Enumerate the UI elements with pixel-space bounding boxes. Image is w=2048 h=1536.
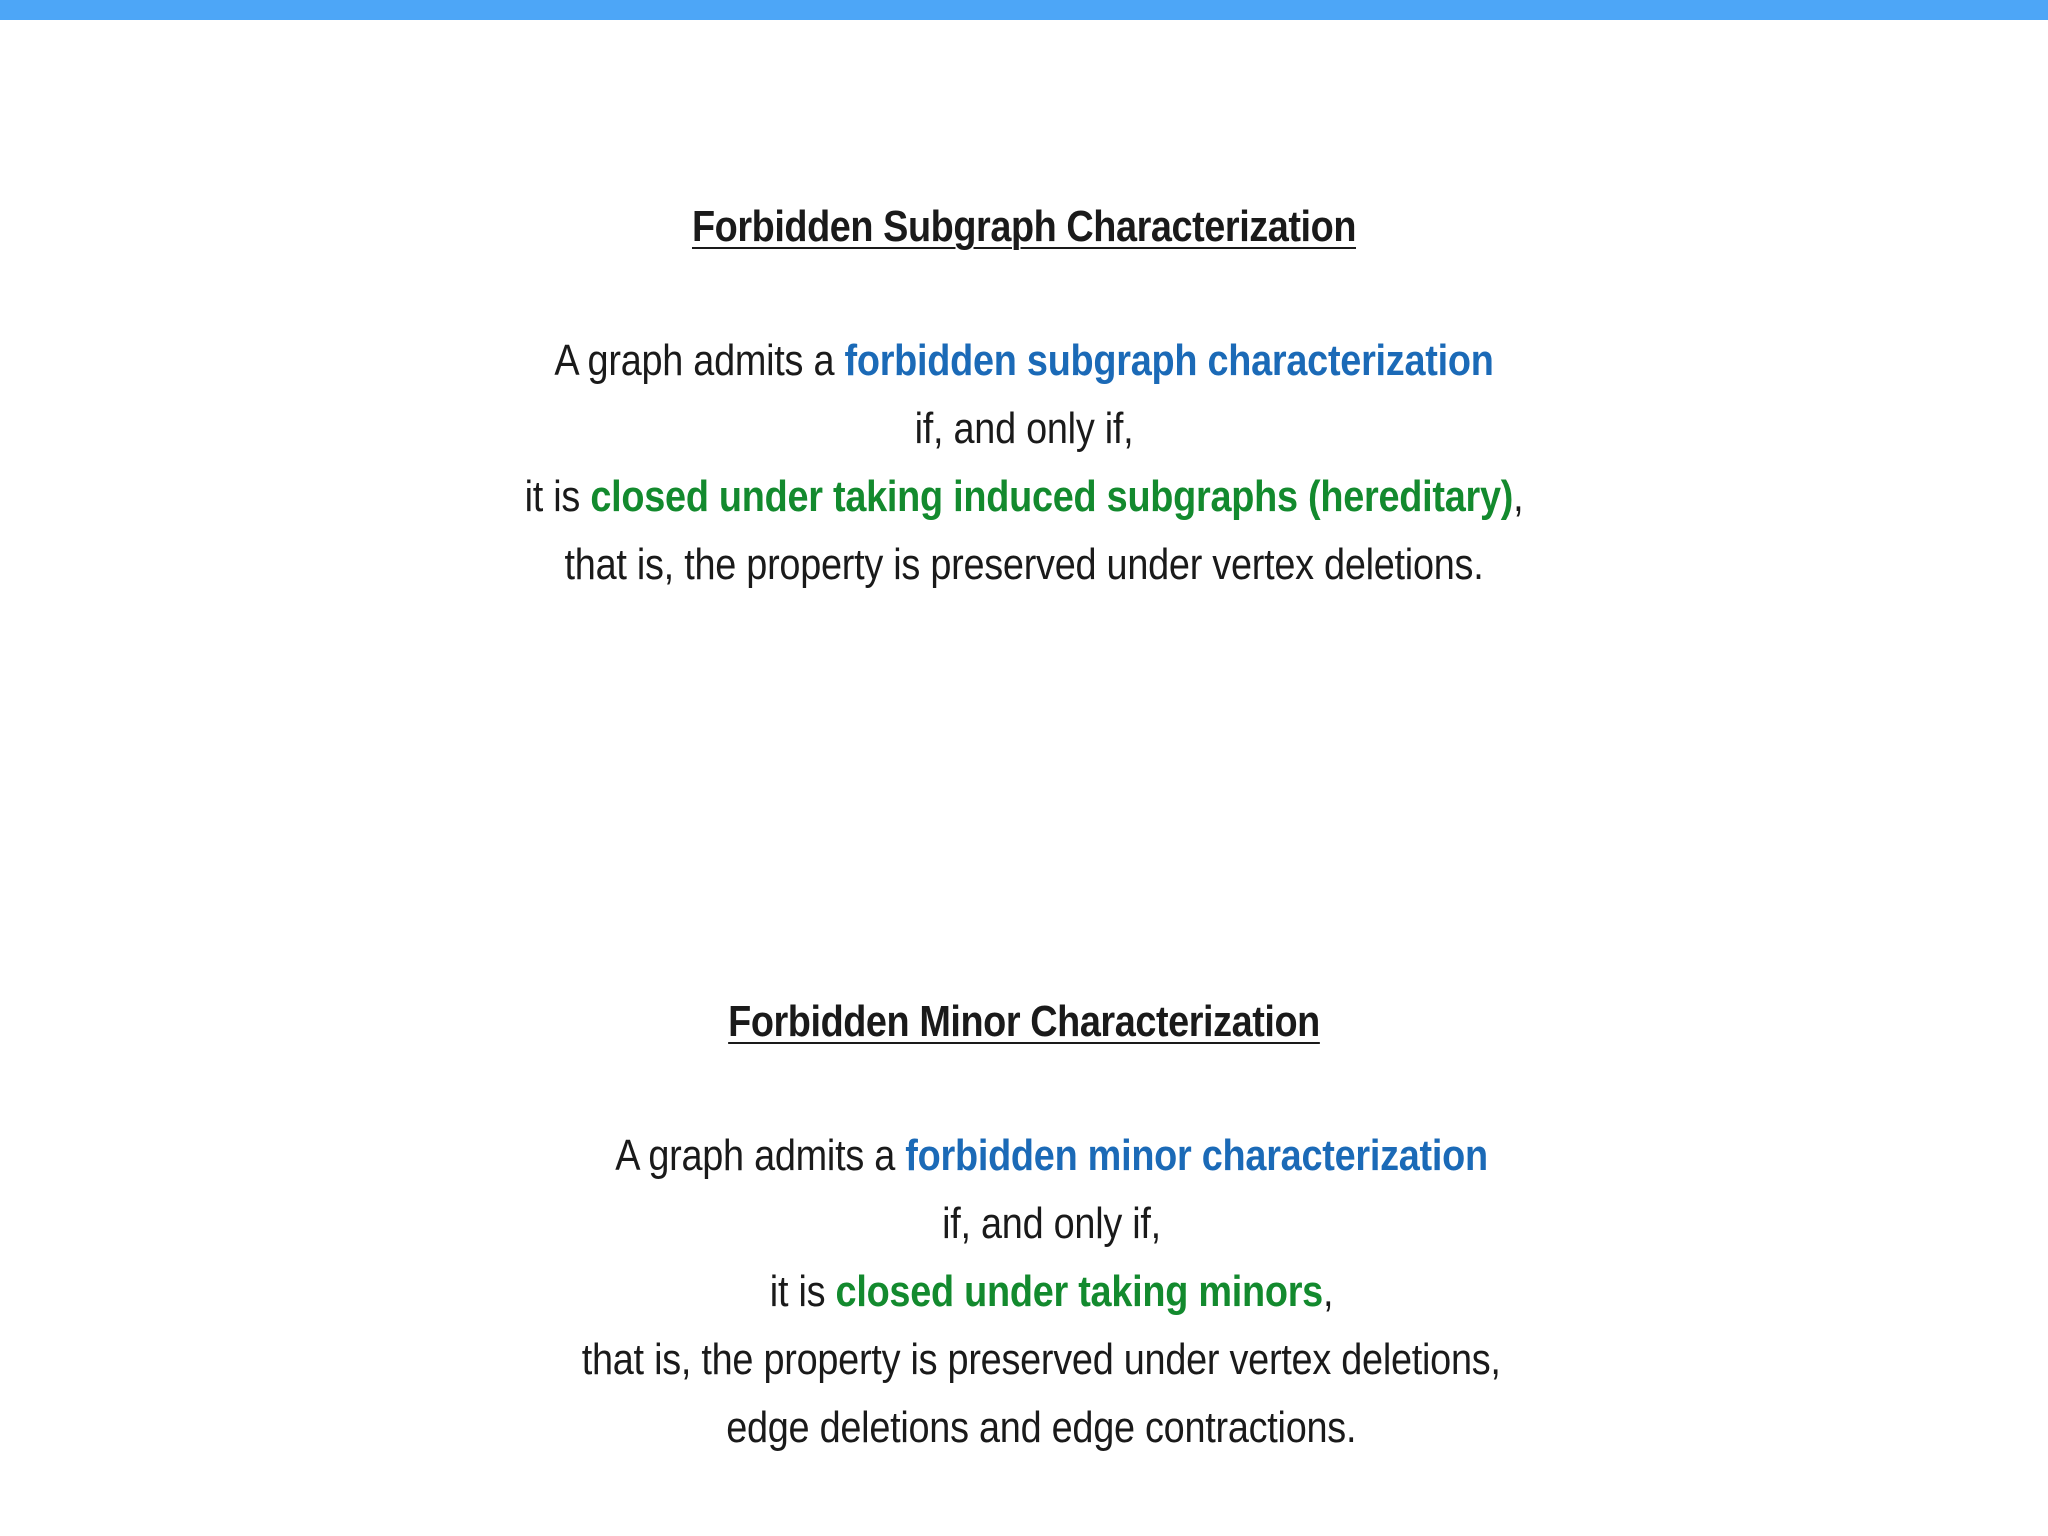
- definition-text: [143, 327, 1904, 599]
- definition-line-2: if, and only if,: [942, 1199, 1161, 1248]
- definition-line-4: that is, the property is preserved under vertex deletions,: [581, 1335, 1501, 1384]
- slide: [0, 20, 2048, 1536]
- line-suffix: ,: [1513, 472, 1524, 521]
- line-prefix: it is: [769, 1267, 836, 1316]
- section-heading: Forbidden Subgraph Characterization: [691, 202, 1357, 251]
- definition-line-1: [143, 327, 1904, 395]
- line-suffix: ,: [1322, 1267, 1334, 1316]
- definition-line-2: if, and only if,: [914, 404, 1134, 453]
- definition-line-4: that is, the property is preserved under vertex deletions.: [564, 540, 1484, 589]
- definition-text: [143, 1122, 1904, 1462]
- highlight-condition: closed under taking induced subgraphs (hereditary): [590, 472, 1514, 521]
- highlight-condition: closed under taking minors: [835, 1267, 1323, 1316]
- forbidden-minor-section: [0, 997, 2048, 1462]
- forbidden-subgraph-section: [0, 202, 2048, 599]
- definition-line-1: [171, 1122, 1932, 1190]
- top-accent-bar: [0, 0, 2048, 20]
- highlight-term: forbidden minor characterization: [905, 1131, 1488, 1180]
- definition-line-3: [143, 463, 1904, 531]
- highlight-term: forbidden subgraph characterization: [844, 336, 1494, 385]
- definition-line-3: [171, 1258, 1932, 1326]
- line-prefix: it is: [524, 472, 591, 521]
- line-prefix: A graph admits a: [615, 1131, 906, 1180]
- definition-line-5: edge deletions and edge contractions.: [726, 1403, 1357, 1452]
- line-prefix: A graph admits a: [554, 336, 845, 385]
- section-heading: Forbidden Minor Characterization: [728, 997, 1320, 1046]
